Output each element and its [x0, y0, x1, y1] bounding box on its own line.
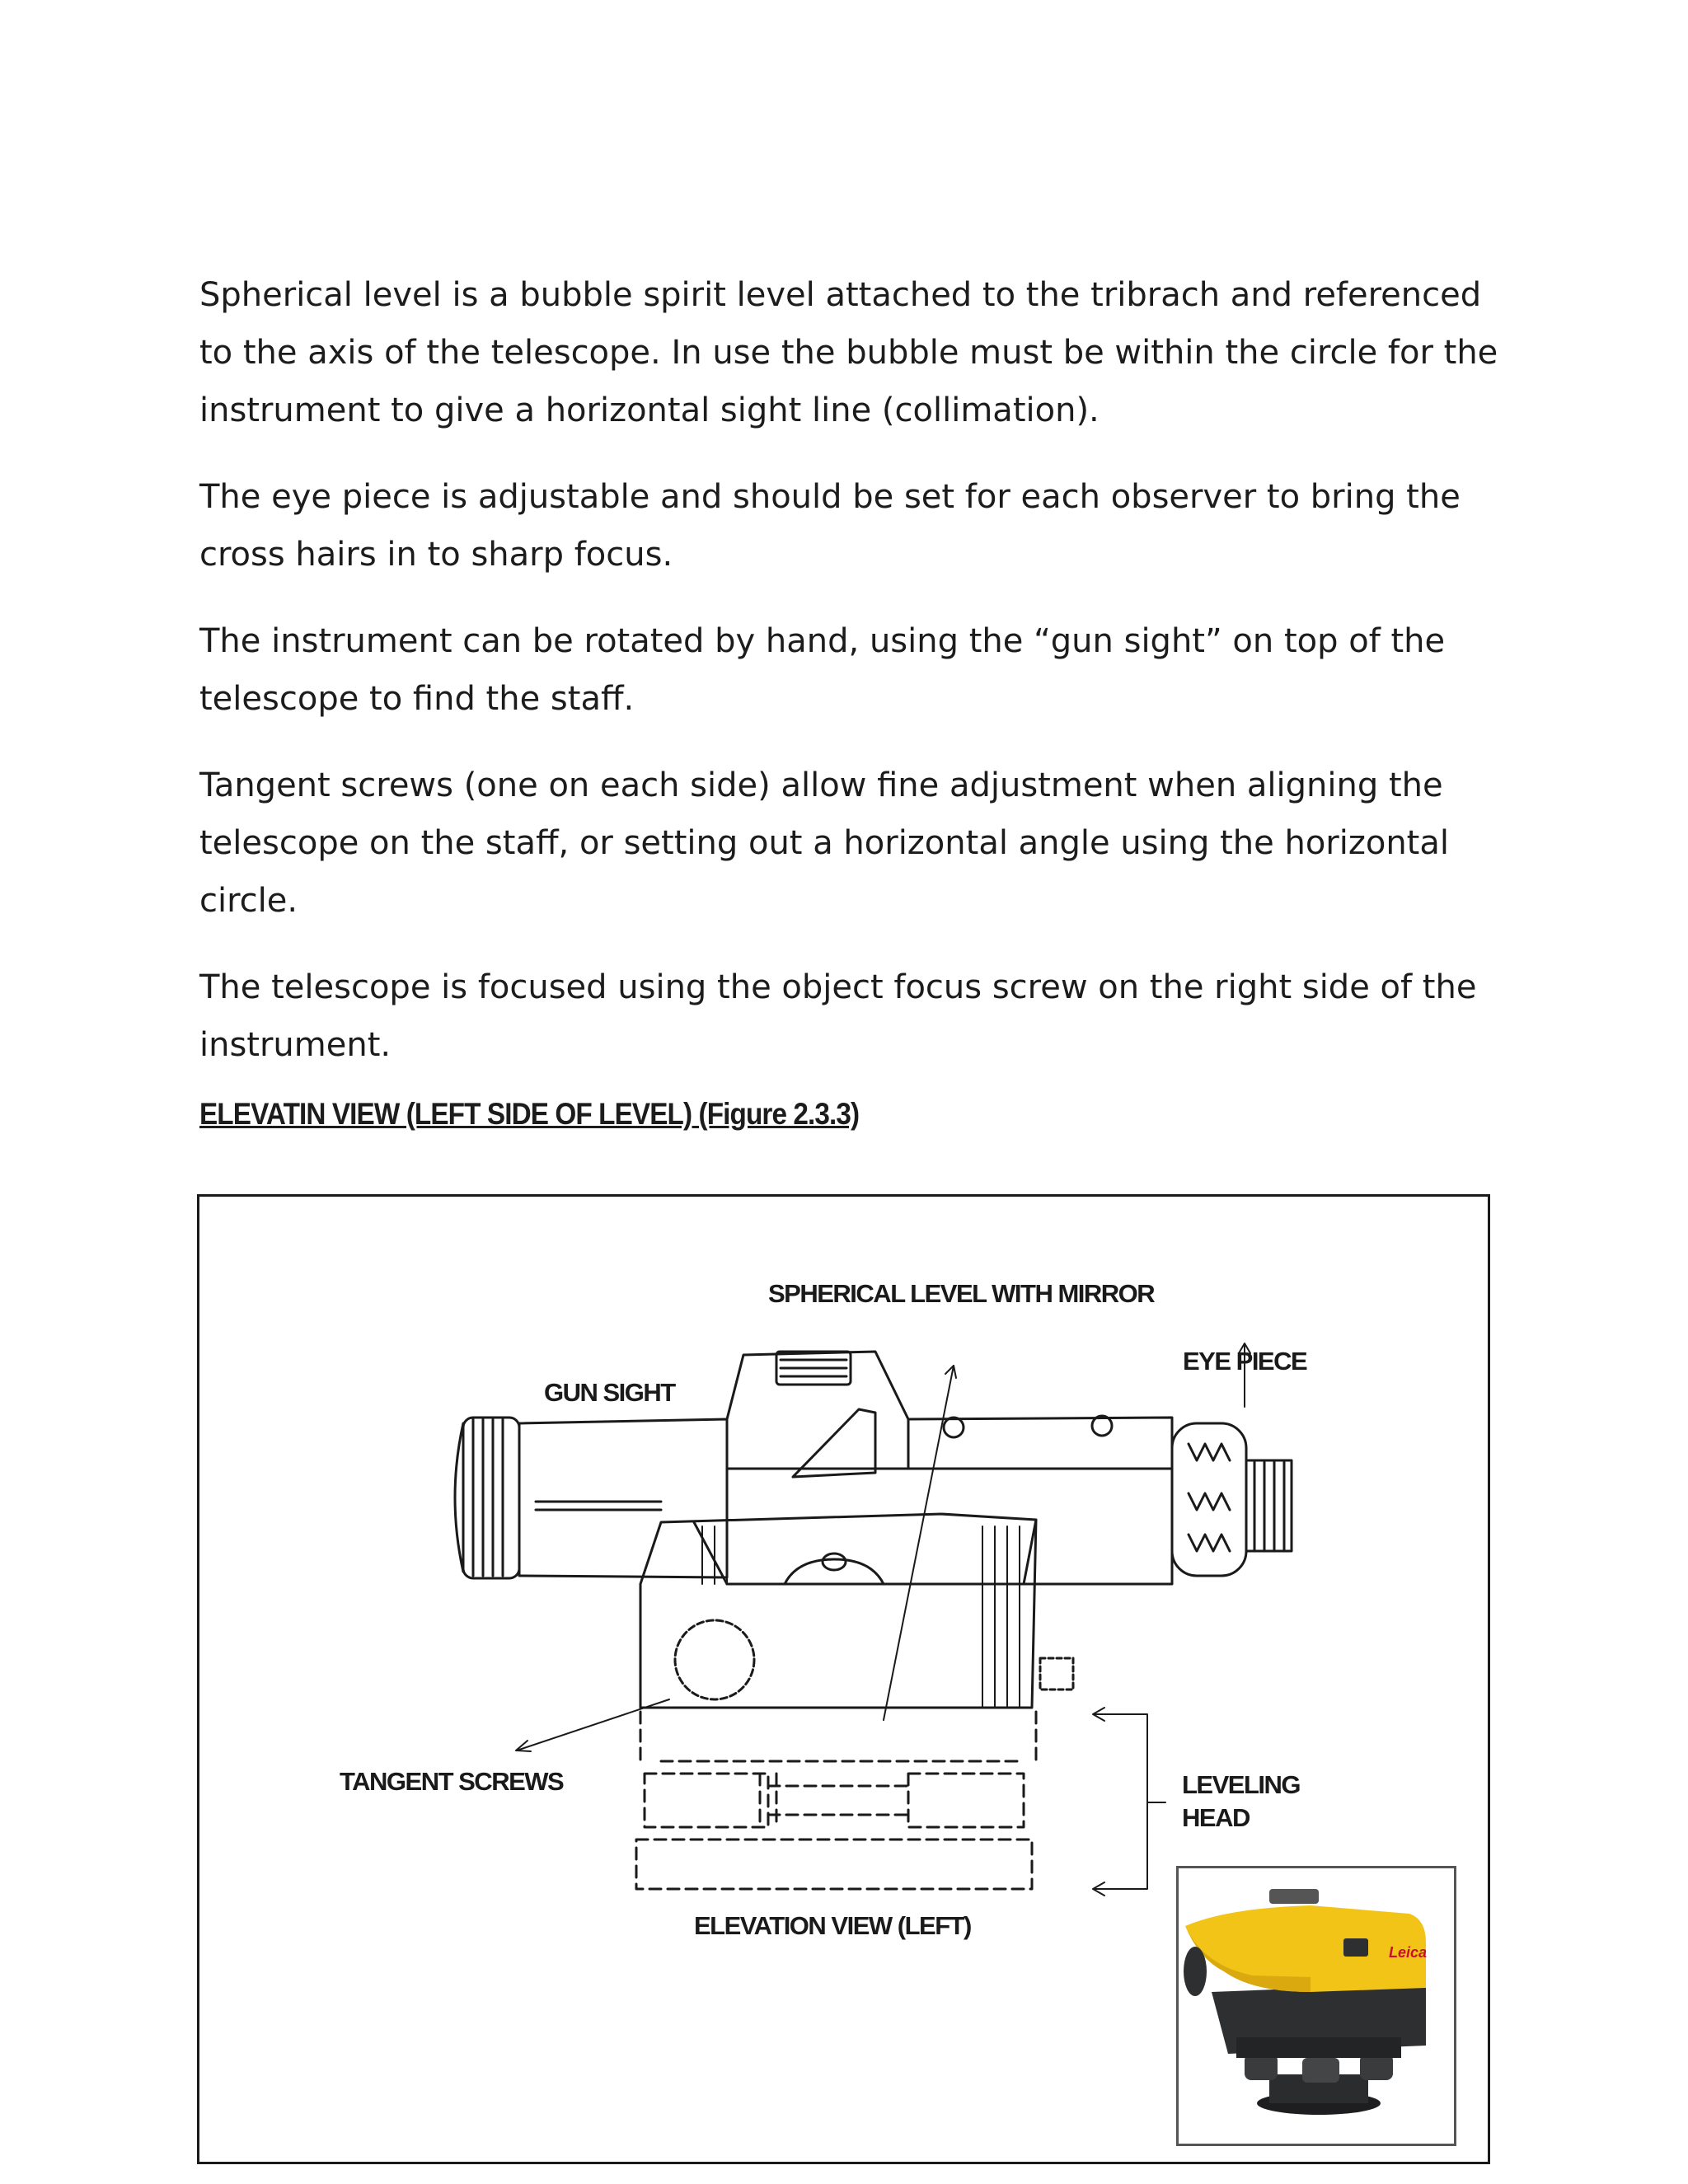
paragraph-gun-sight: The instrument can be rotated by hand, using the “gun sight” on top of the telescope to find the staff.	[199, 622, 1446, 718]
label-tangent-screws: TANGENT SCREWS	[340, 1767, 564, 1796]
leveling-head-bracket	[1094, 1714, 1147, 1889]
label-eye-piece: EYE PIECE	[1183, 1347, 1307, 1376]
telescope-barrel	[519, 1419, 727, 1577]
level-photo-icon	[1179, 1868, 1454, 2144]
spherical-level-bubble-icon	[785, 1559, 884, 1584]
objective-ring	[463, 1418, 519, 1578]
figure-box	[197, 1194, 1490, 2164]
paragraph-focus: The telescope is focused using the object focus screw on the right side of the instrument.	[199, 968, 1477, 1064]
figure-heading: ELEVATIN VIEW (LEFT SIDE OF LEVEL) (Figure 2.3.3)	[199, 1097, 860, 1131]
label-caption: ELEVATION VIEW (LEFT)	[694, 1911, 971, 1940]
leveling-head-outline	[636, 1712, 1036, 1889]
brand-logo: Leica	[1389, 1944, 1428, 1961]
photo-inset	[1176, 1866, 1456, 2146]
label-leveling-head-1: LEVELING	[1182, 1770, 1301, 1799]
label-spherical-level: SPHERICAL LEVEL WITH MIRROR	[768, 1279, 1155, 1308]
paragraph-eye-piece: The eye piece is adjustable and should be set for each observer to bring the cross hairs in to sharp focus.	[199, 478, 1461, 574]
paragraph-tangent-screws: Tangent screws (one on each side) allow fine adjustment when aligning the telescope on the staff, or setting out a horizontal angle using the horizontal circle.	[199, 766, 1449, 920]
label-leveling-head-2: HEAD	[1182, 1803, 1250, 1832]
tangent-screw-icon	[675, 1620, 754, 1699]
paragraph-spherical-level: Spherical level is a bubble spirit level attached to the tribrach and referenced to the axis of the telescope. In use the bubble must be within the circle for the instrument to give a horizontal sight line (collimation).	[199, 276, 1498, 429]
gun-sight-icon	[793, 1409, 875, 1477]
label-gun-sight: GUN SIGHT	[544, 1378, 675, 1407]
lower-body	[640, 1514, 1036, 1708]
